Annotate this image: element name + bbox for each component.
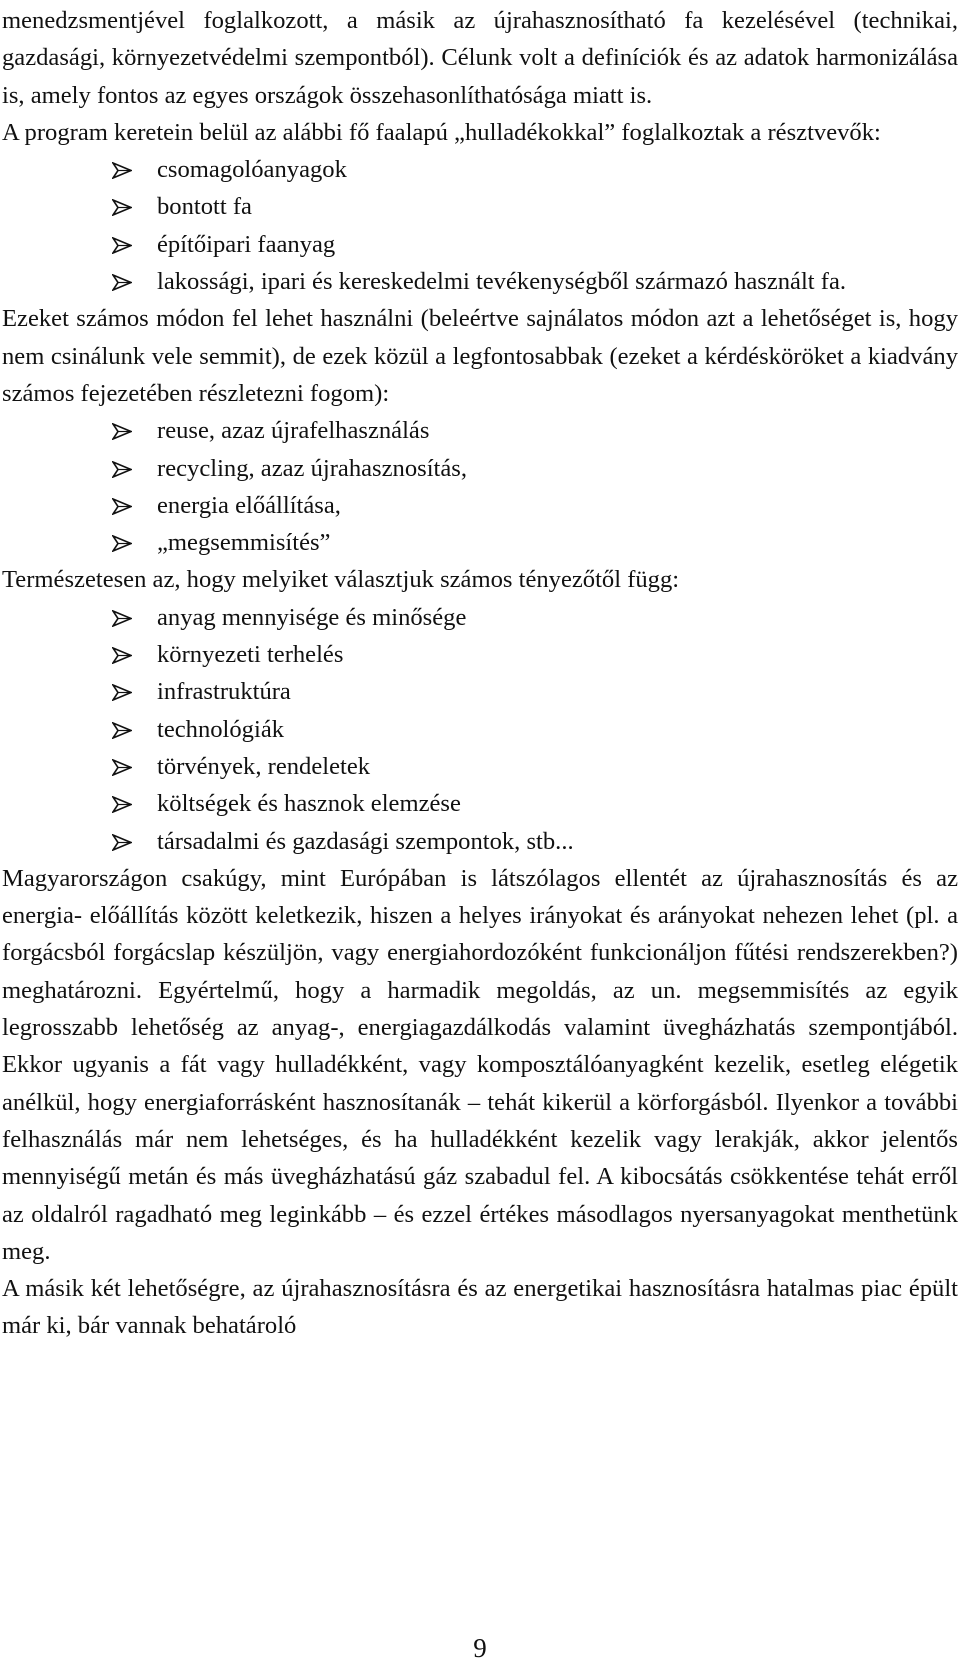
arrowhead-bullet-icon xyxy=(112,274,132,291)
list-item-text: bontott fa xyxy=(157,193,252,221)
list-item xyxy=(112,226,958,263)
usage-paragraph: Ezeket számos módon fel lehet használni (beleértve sajnálatos módon azt a lehetőséget is, hogy nem csinálunk vele semmit), de ezek közül a legfontosabbak (ezeket a kérdésköröket a kiadvány számos fejezetében részletezni fogom): xyxy=(2,305,958,407)
factors-list xyxy=(2,599,958,860)
list-item xyxy=(112,151,958,188)
arrowhead-bullet-icon xyxy=(112,796,132,813)
arrowhead-bullet-icon xyxy=(112,684,132,701)
list-item-text: reuse, azaz újrafelhasználás xyxy=(157,417,430,445)
hungary-paragraph: Magyarországon csakúgy, mint Európában is látszólagos ellentét az újrahasznosítás és az energia- előállítás között keletkezik, hiszen a helyes irányokat és arányokat nehezen lehet (pl. a forgácsból forgácslap készüljön, vagy energiahordozóként funkcionáljon fűtési rendszerekben?) meghatározni. Egyértelmű, hogy a harmadik megoldás, az un. megsemmisítés az egyik legrosszabb lehetőség az anyag-, energiagazdálkodás valamint üvegházhatás szempontjából. Ekkor ugyanis a fát vagy hulladékként, vagy komposztálóanyagként kezelik, esetleg elégetik anélkül, hogy energiaforrásként hasznosítanák – tehát kikerül a körforgásból. Ilyenkor a további felhasználás már nem lehetséges, és ha hulladékként kezelik vagy lerakják, akkor jelentős mennyiségű metán és más üvegházhatású gáz szabadul fel. A kibocsátás csökkentése tehát erről az oldalról ragadható meg leginkább – és ezzel értékes másodlagos nyersanyagokat menthetünk meg. xyxy=(2,864,958,1265)
arrowhead-bullet-icon xyxy=(112,461,132,478)
arrowhead-bullet-icon xyxy=(112,722,132,739)
program-paragraph: A program keretein belül az alábbi fő faalapú „hulladékokkal” foglalkoztak a résztvevők: xyxy=(2,118,881,146)
usage-options-list xyxy=(2,412,958,561)
document-body xyxy=(2,2,958,1345)
list-item-text: technológiák xyxy=(157,715,285,743)
list-item xyxy=(112,711,958,748)
list-item-text: építőipari faanyag xyxy=(157,230,336,258)
list-item-text: társadalmi és gazdasági szempontok, stb... xyxy=(157,827,574,855)
arrowhead-bullet-icon xyxy=(112,237,132,254)
list-item-text: infrastruktúra xyxy=(157,678,291,706)
list-item xyxy=(112,748,958,785)
intro-paragraph: menedzsmentjével foglalkozott, a másik az újrahasznosítható fa kezelésével (technikai, gazdasági, környezetvédelmi szempontból). Célunk volt a definíciók és az adatok harmonizálása is, amely fontos az egyes országok összehasonlíthatósága miatt is. xyxy=(2,7,958,109)
final-paragraph: A másik két lehetőségre, az újrahasznosításra és az energetikai hasznosításra hatalmas piac épült már ki, bár vannak behatároló xyxy=(2,1275,958,1340)
arrowhead-bullet-icon xyxy=(112,610,132,627)
arrowhead-bullet-icon xyxy=(112,162,132,179)
list-item-text: „megsemmisítés” xyxy=(157,529,331,557)
waste-types-list xyxy=(2,151,958,300)
list-item-text: csomagolóanyagok xyxy=(157,156,347,184)
list-item xyxy=(112,188,958,225)
arrowhead-bullet-icon xyxy=(112,535,132,552)
list-item-text: anyag mennyisége és minősége xyxy=(157,603,467,631)
list-item xyxy=(112,412,958,449)
list-item-text: költségek és hasznok elemzése xyxy=(157,790,461,818)
list-item xyxy=(112,450,958,487)
list-item-text: törvények, rendeletek xyxy=(157,752,371,780)
factors-intro: Természetesen az, hogy melyiket választjuk számos tényezőtől függ: xyxy=(2,566,680,594)
list-item xyxy=(112,673,958,710)
arrowhead-bullet-icon xyxy=(112,647,132,664)
list-item xyxy=(112,263,958,300)
arrowhead-bullet-icon xyxy=(112,759,132,776)
list-item xyxy=(112,599,958,636)
list-item xyxy=(112,823,958,860)
arrowhead-bullet-icon xyxy=(112,834,132,851)
arrowhead-bullet-icon xyxy=(112,423,132,440)
list-item xyxy=(112,487,958,524)
arrowhead-bullet-icon xyxy=(112,498,132,515)
list-item-text: energia előállítása, xyxy=(157,491,341,519)
list-item xyxy=(112,524,958,561)
list-item xyxy=(112,785,958,822)
page-number: 9 xyxy=(473,1633,487,1663)
list-item xyxy=(112,636,958,673)
list-item-text: recycling, azaz újrahasznosítás, xyxy=(157,454,468,482)
arrowhead-bullet-icon xyxy=(112,199,132,216)
list-item-text: lakossági, ipari és kereskedelmi tevékenységből származó használt fa. xyxy=(157,268,847,296)
list-item-text: környezeti terhelés xyxy=(157,641,344,669)
